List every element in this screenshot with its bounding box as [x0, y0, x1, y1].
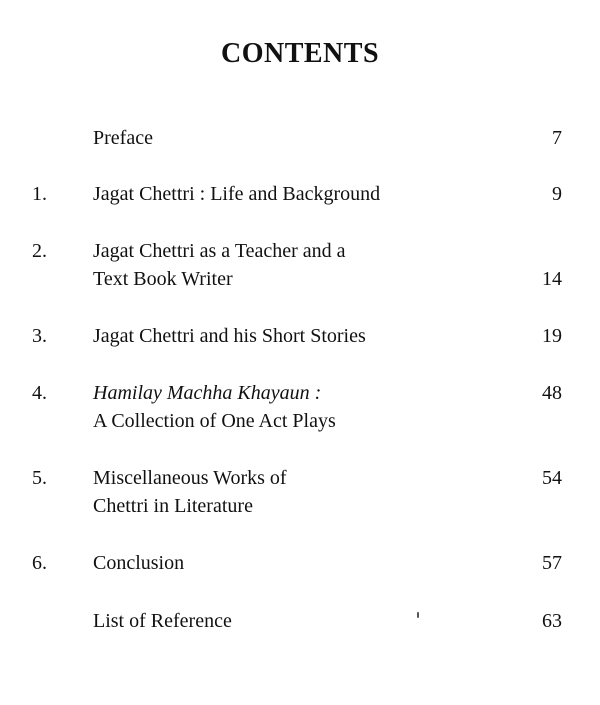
toc-entry-title-line: Jagat Chettri as a Teacher and a — [93, 240, 346, 262]
toc-entry-title-line: Miscellaneous Works of — [93, 467, 287, 489]
toc-entry-page: 19 — [542, 325, 562, 347]
toc-entry-page: 57 — [542, 552, 562, 574]
print-speck — [417, 612, 419, 618]
toc-entry-title — [93, 464, 493, 520]
toc-entry-number: 5. — [32, 467, 47, 489]
toc-entry-title-line: Preface — [93, 127, 153, 149]
toc-entry-page: 9 — [552, 183, 562, 205]
toc-entry-title-line: A Collection of One Act Plays — [93, 410, 336, 432]
toc-entry-page: 48 — [542, 382, 562, 404]
toc-entry-title — [93, 322, 493, 350]
toc-entry-title — [93, 379, 493, 435]
page-title: CONTENTS — [220, 38, 380, 69]
toc-entry-title — [93, 549, 493, 577]
toc-entry-title — [93, 607, 493, 635]
toc-entry-title — [93, 124, 493, 152]
toc-entry-title-line: Jagat Chettri and his Short Stories — [93, 325, 366, 347]
toc-entry-number: 6. — [32, 552, 47, 574]
toc-entry-title-line: Text Book Writer — [93, 268, 233, 290]
toc-entry-page: 7 — [552, 127, 562, 149]
toc-entry-number: 4. — [32, 382, 47, 404]
toc-entry-title-line: Conclusion — [93, 552, 185, 574]
toc-entry-title — [93, 237, 493, 293]
toc-entry-page: 14 — [542, 268, 562, 290]
toc-entry-page: 54 — [542, 467, 562, 489]
toc-entry-title-line: Jagat Chettri : Life and Background — [93, 183, 381, 205]
toc-entry-title-line: Hamilay Machha Khayaun : — [93, 382, 322, 404]
toc-entry-number: 2. — [32, 240, 47, 262]
toc-entry-page: 63 — [542, 610, 562, 632]
toc-entry-number: 1. — [32, 183, 47, 205]
toc-entry-number: 3. — [32, 325, 47, 347]
toc-entry-title-line: Chettri in Literature — [93, 495, 253, 517]
toc-entry-title — [93, 180, 493, 208]
toc-entry-title-line: List of Reference — [93, 610, 232, 632]
